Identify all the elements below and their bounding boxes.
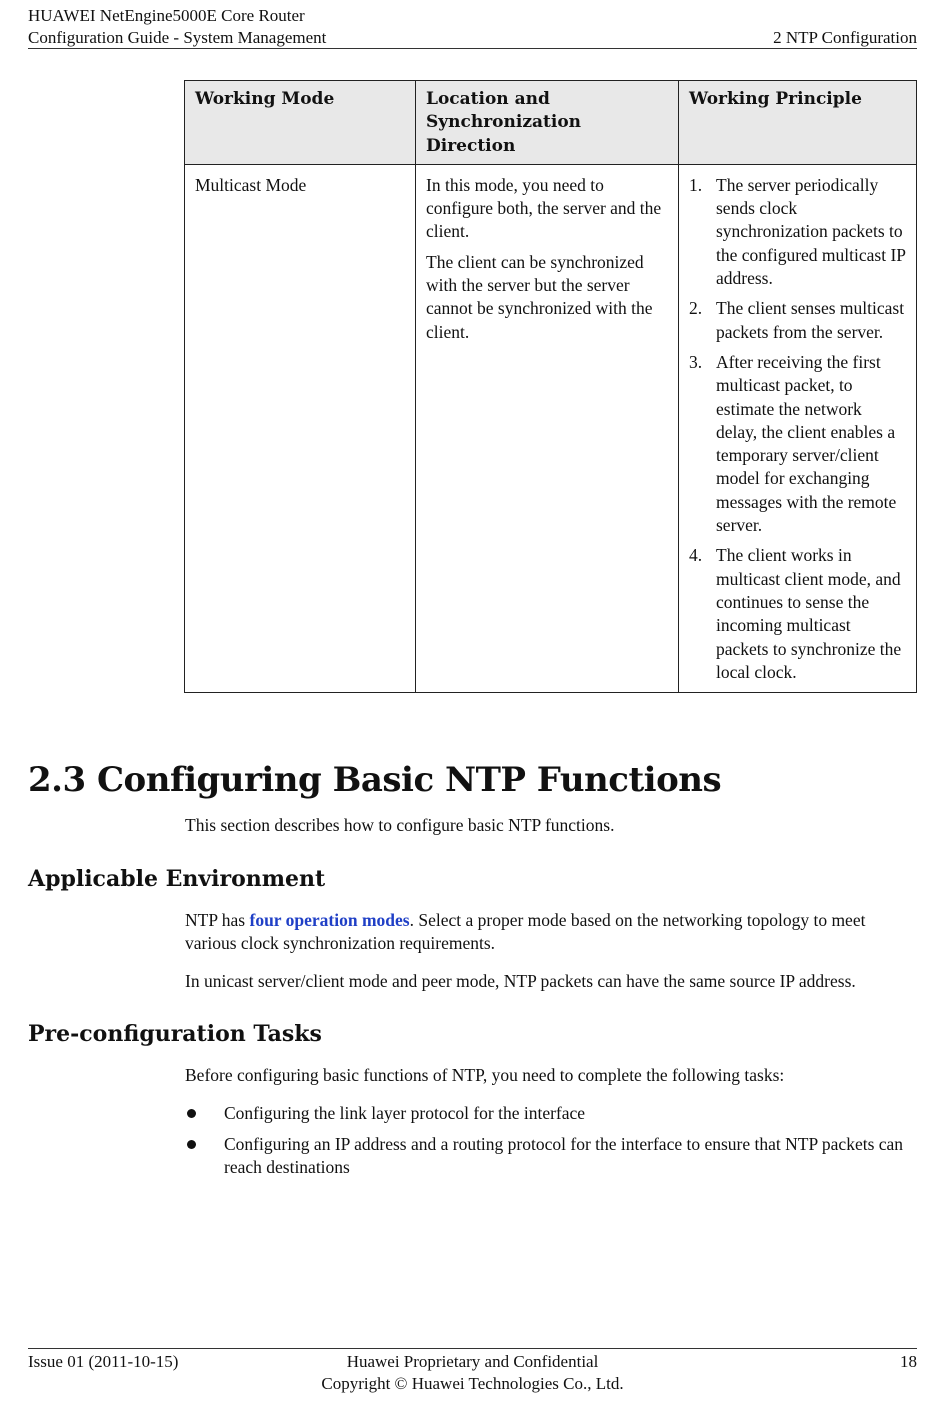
cell-principle — [679, 164, 917, 692]
four-operation-modes-link[interactable]: four operation modes — [249, 910, 410, 930]
footer-proprietary: Huawei Proprietary and Confidential — [346, 1352, 599, 1371]
task-text: Configuring an IP address and a routing protocol for the interface to ensure that NTP packets can reach destinations — [224, 1134, 904, 1177]
header-guide: Configuration Guide - System Management — [28, 28, 327, 47]
list-item — [185, 1133, 917, 1179]
step-number: 3. — [689, 351, 703, 372]
header-chapter: 2 NTP Configuration — [773, 28, 917, 47]
preconfig-heading: Pre-configuration Tasks — [28, 1021, 322, 1047]
applicable-text-post: . Select a proper mode based on the networking topology to meet various clock synchronization requirements. — [185, 910, 866, 953]
applicable-paragraph-2: In unicast server/client mode and peer mode, NTP packets can have the same source IP address. — [185, 971, 856, 991]
location-paragraph: In this mode, you need to configure both, the server and the client. — [426, 174, 662, 242]
preconfig-intro: Before configuring basic functions of NTP, you need to complete the following tasks: — [185, 1065, 785, 1085]
list-item — [689, 297, 907, 344]
location-paragraph: The client can be synchronized with the server but the server cannot be synchronized with the client. — [426, 251, 653, 342]
list-item — [689, 174, 907, 290]
section-title: 2.3 Configuring Basic NTP Functions — [28, 760, 722, 800]
cell-mode: Multicast Mode — [185, 164, 416, 692]
step-number: 1. — [689, 174, 703, 195]
footer-page-number: 18 — [900, 1352, 917, 1371]
cell-location — [416, 164, 679, 692]
bullet-icon — [187, 1140, 196, 1149]
table-header-row — [185, 81, 917, 165]
list-item — [185, 1102, 917, 1125]
step-text: The client works in multicast client mode, and continues to sense the incoming multicast packets to synchronize the local clock. — [716, 545, 902, 682]
principle-steps — [689, 174, 907, 684]
step-number: 4. — [689, 545, 703, 566]
header-divider — [28, 48, 917, 49]
step-text: The server periodically sends clock synchronization packets to the configured multicast IP address. — [716, 174, 906, 289]
step-text: After receiving the first multicast packet, to estimate the network delay, the client enables a temporary server/client model for exchanging messages with the remote server. — [716, 351, 897, 536]
column-header-working-mode: Working Mode — [185, 81, 416, 165]
task-text: Configuring the link layer protocol for the interface — [224, 1103, 586, 1123]
header-product: HUAWEI NetEngine5000E Core Router — [28, 6, 305, 25]
applicable-heading: Applicable Environment — [28, 866, 326, 892]
footer-divider — [28, 1348, 917, 1349]
table-row — [185, 164, 917, 692]
page-header — [28, 5, 917, 49]
footer-issue: Issue 01 (2011-10-15) — [28, 1352, 179, 1371]
bullet-icon — [187, 1109, 196, 1118]
working-mode-table — [184, 80, 917, 693]
list-item — [689, 351, 907, 537]
step-number: 2. — [689, 298, 703, 319]
footer-center — [28, 1351, 917, 1395]
section-intro: This section describes how to configure basic NTP functions. — [185, 815, 615, 835]
column-header-working-principle: Working Principle — [679, 81, 917, 165]
list-item — [689, 544, 907, 684]
column-header-location: Location and Synchronization Direction — [416, 81, 679, 165]
applicable-paragraph-1 — [185, 909, 917, 955]
step-text: The client senses multicast packets from the server. — [716, 298, 905, 342]
preconfig-task-list — [185, 1102, 917, 1187]
footer-copyright: Copyright © Huawei Technologies Co., Ltd. — [321, 1374, 624, 1393]
applicable-text-pre: NTP has — [185, 910, 250, 930]
